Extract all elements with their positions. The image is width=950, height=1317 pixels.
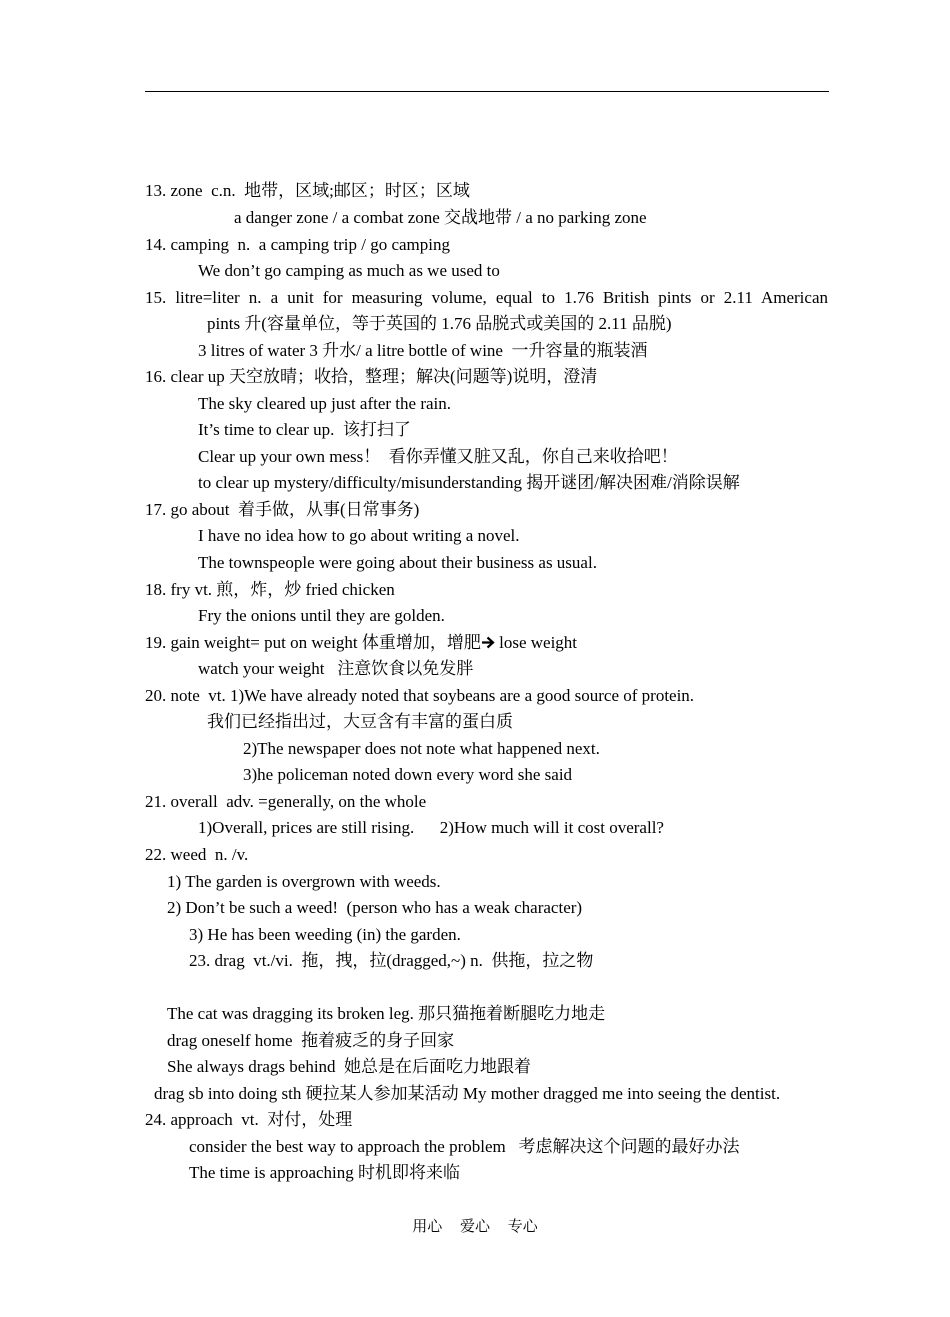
entry-22-example-2: 2) Don’t be such a weed! (person who has a weak character) xyxy=(167,898,583,917)
entry-23-drag: 23. drag vt./vi. 拖，拽，拉(dragged,~) n. 供拖，拉之物 xyxy=(189,951,594,970)
entry-16-example-1: The sky cleared up just after the rain. xyxy=(198,394,452,413)
entry-14-example: We don’t go camping as much as we used to xyxy=(198,261,500,280)
entry-22-weed: 22. weed n. /v. xyxy=(145,845,249,864)
entry-17-example-2: The townspeople were going about their business as usual. xyxy=(198,553,597,572)
entry-23-example-1: The cat was dragging its broken leg. 那只猫拖着断腿吃力地走 xyxy=(167,1004,606,1023)
entry-23-example-3: She always drags behind 她总是在后面吃力地跟着 xyxy=(167,1057,532,1076)
entry-20-translation: 我们已经指出过，大豆含有丰富的蛋白质 xyxy=(207,712,513,731)
entry-23-example-2: drag oneself home 拖着疲乏的身子回家 xyxy=(167,1031,455,1050)
entry-22-example-1: 1) The garden is overgrown with weeds. xyxy=(167,872,441,891)
entry-16-example-4: to clear up mystery/difficulty/misunderstanding 揭开谜团/解决困难/消除误解 xyxy=(198,473,740,492)
entry-24-example-1: consider the best way to approach the problem 考虑解决这个问题的最好办法 xyxy=(189,1137,740,1156)
entry-14-camping: 14. camping n. a camping trip / go camping xyxy=(145,235,450,254)
entry-13-example: a danger zone / a combat zone 交战地带 / a no parking zone xyxy=(234,208,647,227)
right-arrow-icon xyxy=(481,636,495,649)
entry-19-text: 19. gain weight= put on weight 体重增加，增肥 xyxy=(145,633,481,652)
entry-19-example: watch your weight 注意饮食以免发胖 xyxy=(198,659,474,678)
entry-23-example-4: drag sb into doing sth 硬拉某人参加某活动 My mother dragged me into seeing the dentist. xyxy=(154,1084,781,1103)
entry-15-continuation: pints 升(容量单位，等于英国的 1.76 品脱式或美国的 2.11 品脱) xyxy=(207,314,672,333)
entry-15-litre: 15. litre=liter n. a unit for measuring volume, equal to 1.76 British pints or 2.11 American xyxy=(145,288,828,307)
entry-21-overall: 21. overall adv. =generally, on the whole xyxy=(145,792,427,811)
entry-21-examples: 1)Overall, prices are still rising. 2)How much will it cost overall? xyxy=(198,818,664,837)
entry-17-example-1: I have no idea how to go about writing a novel. xyxy=(198,526,520,545)
entry-15-example: 3 litres of water 3 升水/ a litre bottle of wine 一升容量的瓶装酒 xyxy=(198,341,648,360)
entry-20-example-3: 3)he policeman noted down every word she said xyxy=(243,765,573,784)
entry-18-fry: 18. fry vt. 煎，炸，炒 fried chicken xyxy=(145,580,395,599)
entry-22-example-3: 3) He has been weeding (in) the garden. xyxy=(189,925,461,944)
entry-16-example-3: Clear up your own mess！ 看你弄懂又脏又乱，你自己来收拾吧！ xyxy=(198,447,678,466)
entry-24-example-2: The time is approaching 时机即将来临 xyxy=(189,1163,461,1182)
entry-19-antonym: lose weight xyxy=(494,633,578,652)
entry-16-clear-up: 16. clear up 天空放晴；收拾，整理；解决(问题等)说明，澄清 xyxy=(145,367,598,386)
entry-13-zone: 13. zone c.n. 地带，区域;邮区；时区；区域 xyxy=(145,181,470,200)
entry-20-note: 20. note vt. 1)We have already noted that soybeans are a good source of protein. xyxy=(145,686,695,705)
entry-18-example: Fry the onions until they are golden. xyxy=(198,606,445,625)
entry-16-example-2: It’s time to clear up. 该打扫了 xyxy=(198,420,411,439)
entry-20-example-2: 2)The newspaper does not note what happened next. xyxy=(243,739,600,758)
page-footer: 用心 爱心 专心 xyxy=(412,1219,538,1235)
entry-19-gain-weight xyxy=(145,633,577,653)
entry-17-go-about: 17. go about 着手做，从事(日常事务) xyxy=(145,500,420,519)
header-rule xyxy=(145,91,829,92)
entry-24-approach: 24. approach vt. 对付，处理 xyxy=(145,1110,353,1129)
